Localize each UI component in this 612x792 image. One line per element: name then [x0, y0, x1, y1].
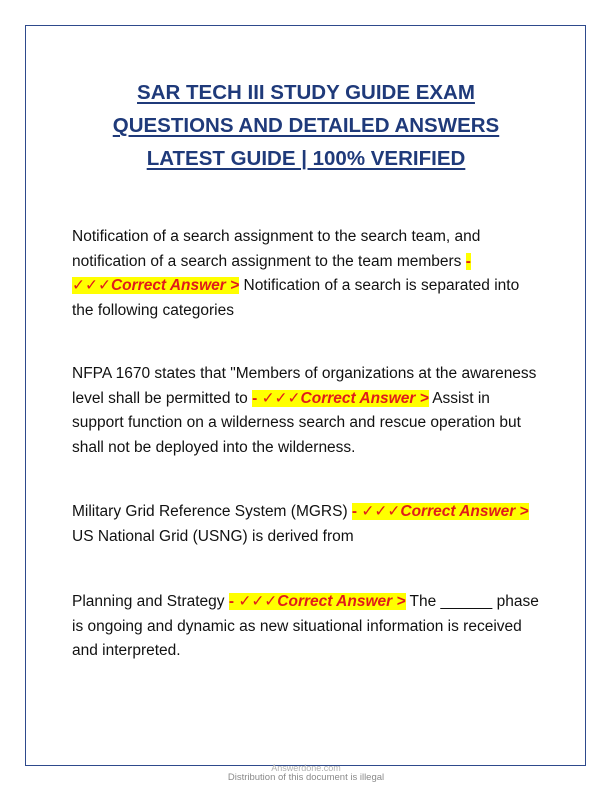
question-text: Planning and Strategy: [72, 593, 229, 610]
check-icon: ✓✓✓: [72, 277, 111, 294]
question-text: Notification of a search assignment to the search team, and notification of a search assignment to the team members: [72, 228, 481, 270]
answer-text: US National Grid (USNG) is derived from: [72, 527, 354, 545]
marker-dash: -: [252, 389, 258, 407]
correct-answer-marker: [229, 593, 406, 610]
marker-label: Correct Answer >: [400, 503, 529, 520]
title-line-2: QUESTIONS AND DETAILED ANSWERS: [112, 114, 500, 137]
correct-answer-marker: [252, 390, 429, 407]
qa-item-2: [72, 362, 542, 460]
check-icon: ✓✓✓: [261, 389, 301, 407]
correct-answer-marker: [352, 503, 529, 520]
answer-text: The ______ phase is ongoing and dynamic as new situational information is received and interpreted.: [72, 593, 539, 659]
answer-text: Notification of a search is separated into the following categories: [72, 277, 520, 319]
footer-site: Answerdone.com: [271, 763, 341, 773]
marker-dash: -: [465, 252, 471, 270]
question-text: NFPA 1670 states that "Members of organizations at the awareness level shall be permitted to: [72, 365, 537, 407]
marker-label: Correct Answer >: [277, 593, 406, 610]
check-icon: ✓✓✓: [361, 503, 401, 520]
qa-item-4: [72, 590, 542, 664]
title-line-3: LATEST GUIDE | 100% VERIFIED: [146, 147, 466, 170]
title-line-1: SAR TECH III STUDY GUIDE EXAM: [137, 81, 475, 104]
marker-label: Correct Answer >: [110, 277, 240, 294]
marker-dash: -: [228, 593, 235, 610]
question-text: Military Grid Reference System (MGRS): [72, 503, 352, 520]
document-title: [0, 76, 612, 175]
check-icon: ✓✓✓: [238, 593, 278, 610]
qa-item-3: [72, 500, 542, 549]
marker-label: Correct Answer >: [300, 389, 429, 407]
qa-item-1: [72, 225, 542, 323]
footer-note: Distribution of this document is illegal: [227, 772, 385, 783]
answer-text: Assist in support function on a wilderness search and rescue operation but shall not be deployed into the wilderness.: [72, 389, 521, 456]
marker-dash: -: [351, 503, 358, 520]
